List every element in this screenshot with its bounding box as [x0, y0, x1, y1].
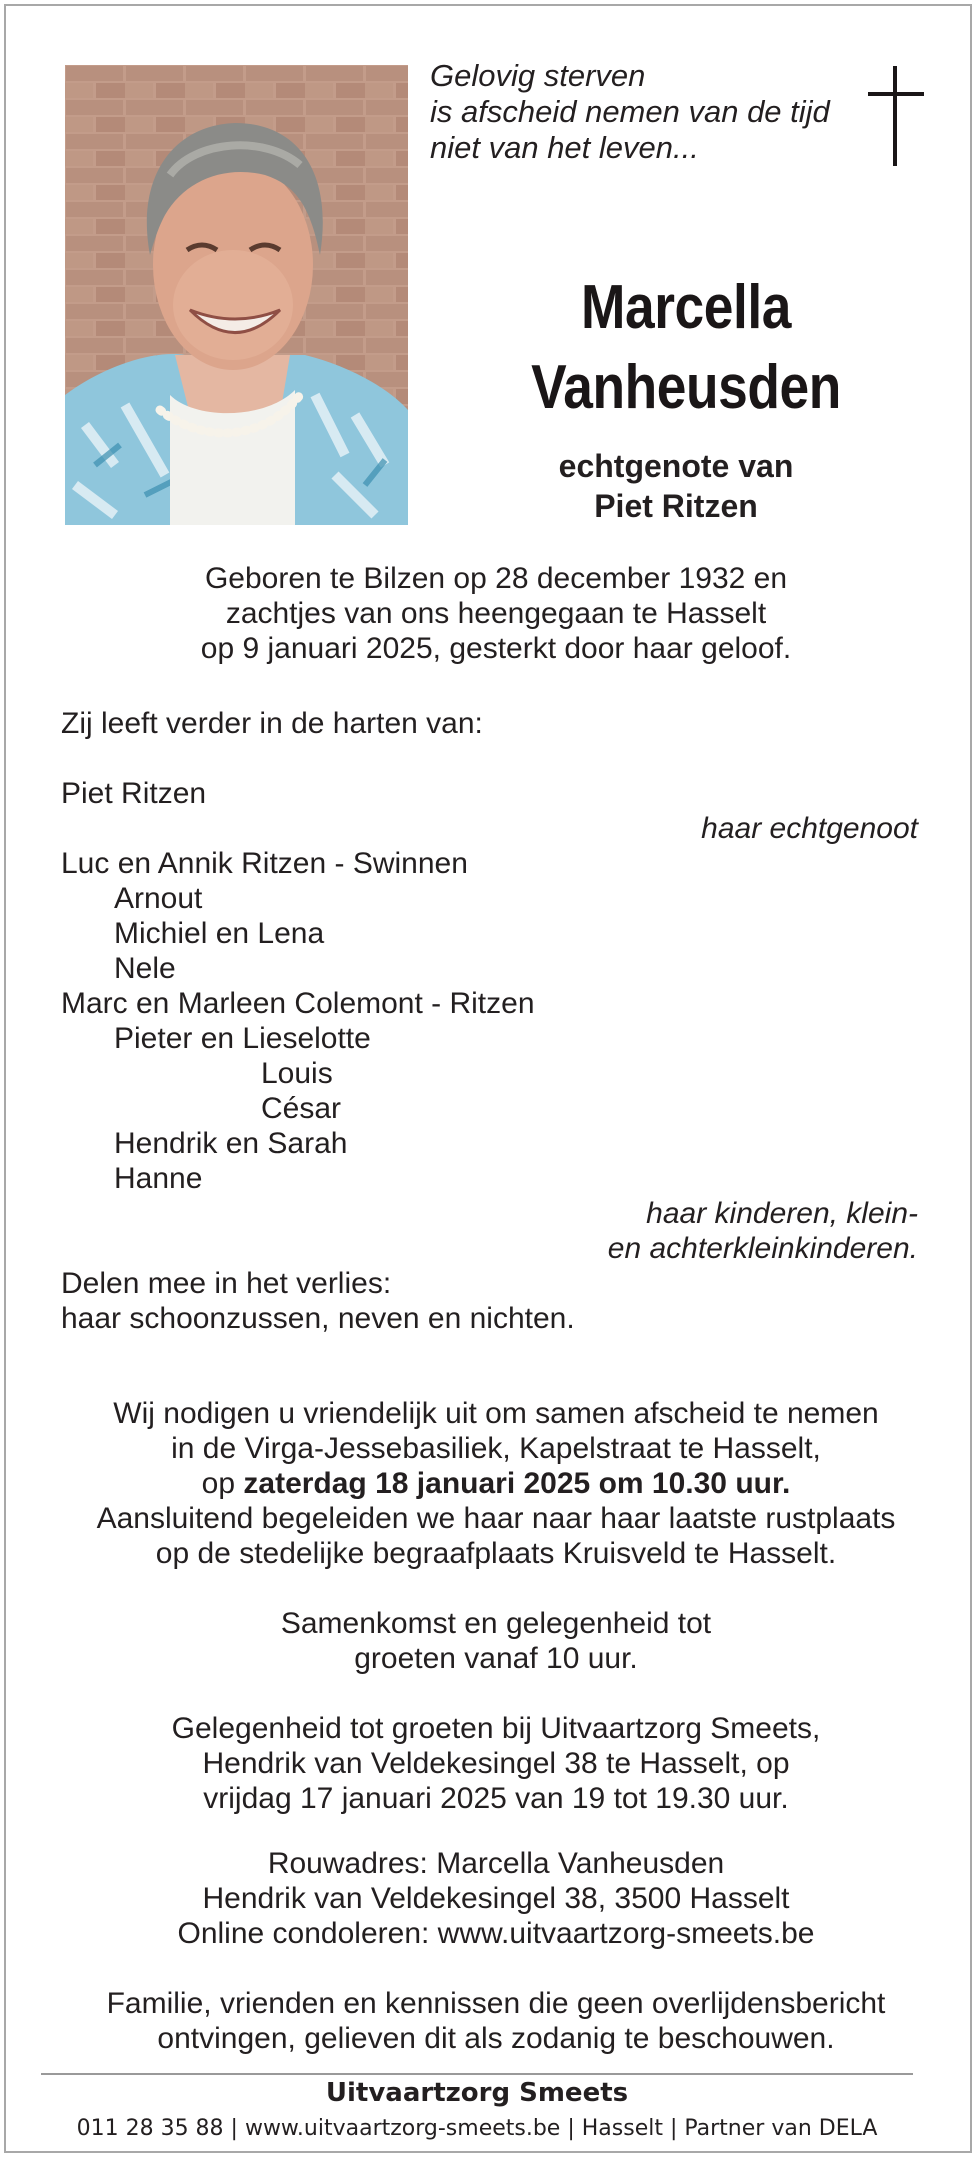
contact-line: Rouwadres: Marcella Vanheusden	[267, 1847, 725, 1880]
birth-death-text	[136, 561, 856, 666]
visitation-line: Hendrik van Veldekesingel 38 te Hasselt, op	[202, 1747, 790, 1780]
birth-death-line: Geboren te Bilzen op 28 december 1932 en	[204, 562, 788, 595]
ceremony-line: in de Virga-Jessebasiliek, Kapelstraat te Hasselt,	[171, 1432, 821, 1465]
gathering-line: Samenkomst en gelegenheid tot	[280, 1607, 712, 1640]
gathering-text	[56, 1606, 936, 1676]
ceremony-line: Wij nodigen u vriendelijk uit om samen afscheid te nemen	[113, 1397, 879, 1430]
visitation-line: Gelegenheid tot groeten bij Uitvaartzorg Smeets,	[171, 1712, 821, 1745]
ceremony-date: zaterdag 18 januari 2025 om 10.30 uur.	[243, 1467, 791, 1500]
family-member: Hendrik en Sarah	[114, 1127, 348, 1160]
birth-death-line: zachtjes van ons heengegaan te Hasselt	[225, 597, 767, 630]
survivors-intro: Zij leeft verder in de harten van:	[61, 707, 483, 740]
gathering-line: groeten vanaf 10 uur.	[354, 1642, 638, 1675]
also-mourning-names: haar schoonzussen, neven en nichten.	[61, 1302, 575, 1335]
deceased-name	[505, 268, 866, 428]
spouse-name: Piet Ritzen	[594, 488, 758, 524]
ceremony-text	[56, 1396, 936, 1571]
first-name: Marcella	[581, 273, 791, 342]
quote-line: Gelovig sterven	[430, 58, 646, 93]
ceremony-line: op de stedelijke begraafplaats Kruisveld te Hasselt.	[155, 1537, 837, 1570]
closing-text	[56, 1986, 936, 2056]
family-member: Nele	[114, 952, 176, 985]
footer-info: 011 28 35 88 | www.uitvaartzorg-smeets.be | Hasselt | Partner van DELA	[76, 2116, 878, 2141]
family-member: Luc en Annik Ritzen - Swinnen	[61, 847, 468, 880]
family-member: Louis	[261, 1057, 333, 1090]
family-member: Hanne	[114, 1162, 203, 1195]
portrait-photo	[65, 65, 408, 525]
survivor-spouse-role: haar echtgenoot	[701, 812, 918, 845]
survivor-spouse-name: Piet Ritzen	[61, 777, 207, 810]
quote-line: niet van het leven...	[430, 130, 699, 165]
birth-death-line: op 9 januari 2025, gesterkt door haar geloof.	[200, 632, 792, 665]
contact-line: Hendrik van Veldekesingel 38, 3500 Hasselt	[202, 1882, 790, 1915]
also-mourning-label: Delen mee in het verlies:	[61, 1267, 392, 1300]
family-role: en achterkleinkinderen.	[607, 1232, 918, 1265]
obituary-card	[4, 4, 972, 2153]
quote-line: is afscheid nemen van de tijd	[430, 94, 830, 129]
last-name: Vanheusden	[531, 353, 841, 422]
footer-company: Uitvaartzorg Smeets	[325, 2078, 629, 2108]
contact-line: Online condoleren: www.uitvaartzorg-smeets.be	[177, 1917, 815, 1950]
family-member: Arnout	[114, 882, 203, 915]
ceremony-date-prefix: op	[201, 1467, 244, 1500]
contact-text	[56, 1846, 936, 1951]
cross-icon	[868, 66, 924, 166]
ceremony-line: Aansluitend begeleiden we haar naar haar laatste rustplaats	[96, 1502, 896, 1535]
portrait-image	[65, 65, 408, 525]
closing-line: Familie, vrienden en kennissen die geen overlijdensbericht	[106, 1987, 886, 2020]
visitation-text	[56, 1711, 936, 1816]
relation-label: echtgenote van	[558, 448, 794, 484]
visitation-line: vrijdag 17 januari 2025 van 19 tot 19.30 uur.	[203, 1782, 789, 1815]
family-member: Michiel en Lena	[114, 917, 325, 950]
spouse-info	[476, 446, 876, 526]
family-member: Pieter en Lieselotte	[114, 1022, 371, 1055]
family-member: César	[261, 1092, 342, 1125]
ceremony-line	[56, 1466, 936, 1501]
quote-text	[430, 58, 850, 166]
family-member: Marc en Marleen Colemont - Ritzen	[61, 987, 535, 1020]
footer-divider	[41, 2073, 913, 2075]
family-role: haar kinderen, klein-	[646, 1197, 918, 1230]
closing-line: ontvingen, gelieven dit als zodanig te beschouwen.	[157, 2022, 835, 2055]
